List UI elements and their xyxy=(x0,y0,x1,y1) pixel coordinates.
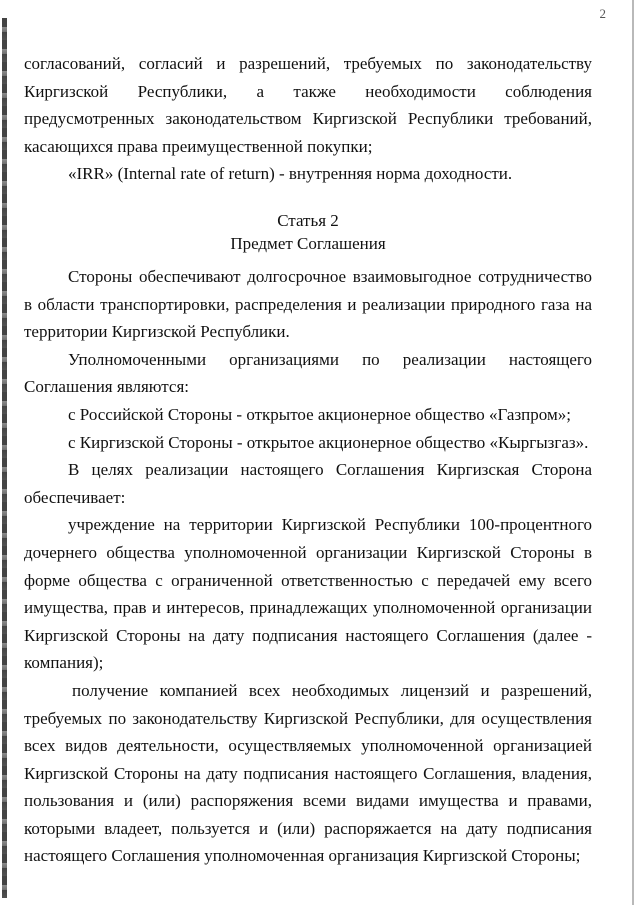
page-number: 2 xyxy=(599,6,606,21)
article-title: Предмет Соглашения xyxy=(230,234,386,253)
paragraph: учреждение на территории Киргизской Республики 100-процентного дочернего общества уполномоченной организации Киргизской Стороны в форме общества с ограниченной ответственностью с передачей ему всего имущества, прав и интересов, принадлежащих уполномоченной организации Киргизской Стороны на дату подписания настоящего Соглашения (далее - компания); xyxy=(24,515,592,673)
paragraph: Стороны обеспечивают долгосрочное взаимовыгодное сотрудничество в области транспортировки, распределения и реализации природного газа на территории Киргизской Республики. xyxy=(24,267,592,342)
article-heading xyxy=(24,209,592,255)
scan-right-edge xyxy=(632,0,634,905)
paragraph: с Российской Стороны - открытое акционерное общество «Газпром»; xyxy=(68,404,571,424)
paragraph: В целях реализации настоящего Соглашения Киргизская Сторона обеспечивает: xyxy=(24,460,592,507)
paragraph: согласований, согласий и разрешений, требуемых по законодательству Киргизской Республики, а также необходимости соблюдения предусмотренных законодательством Киргизской Республики требований, касающихся права преимущественной покупки; xyxy=(24,54,592,156)
top-text-block xyxy=(24,50,592,188)
scan-left-edge xyxy=(2,18,7,898)
body-text-block xyxy=(24,263,592,870)
paragraph: «IRR» (Internal rate of return) - внутренняя норма доходности. xyxy=(68,164,513,184)
paragraph: получение компанией всех необходимых лицензий и разрешений, требуемых по законодательству Киргизской Республики, для осуществления всех видов деятельности, осуществляемых уполномоченной организацией Киргизской Стороны на дату подписания настоящего Соглашения, владения, пользования и (или) распоряжения всеми видами имущества и правами, которыми владеет, пользуется и (или) распоряжается на дату подписания настоящего Соглашения уполномоченная организация Киргизской Стороны; xyxy=(24,680,592,866)
article-number: Статья 2 xyxy=(277,211,339,230)
paragraph: Уполномоченными организациями по реализации настоящего Соглашения являются: xyxy=(24,349,592,397)
paragraph: с Киргизской Стороны - открытое акционерное общество «Кыргызгаз». xyxy=(68,432,589,452)
